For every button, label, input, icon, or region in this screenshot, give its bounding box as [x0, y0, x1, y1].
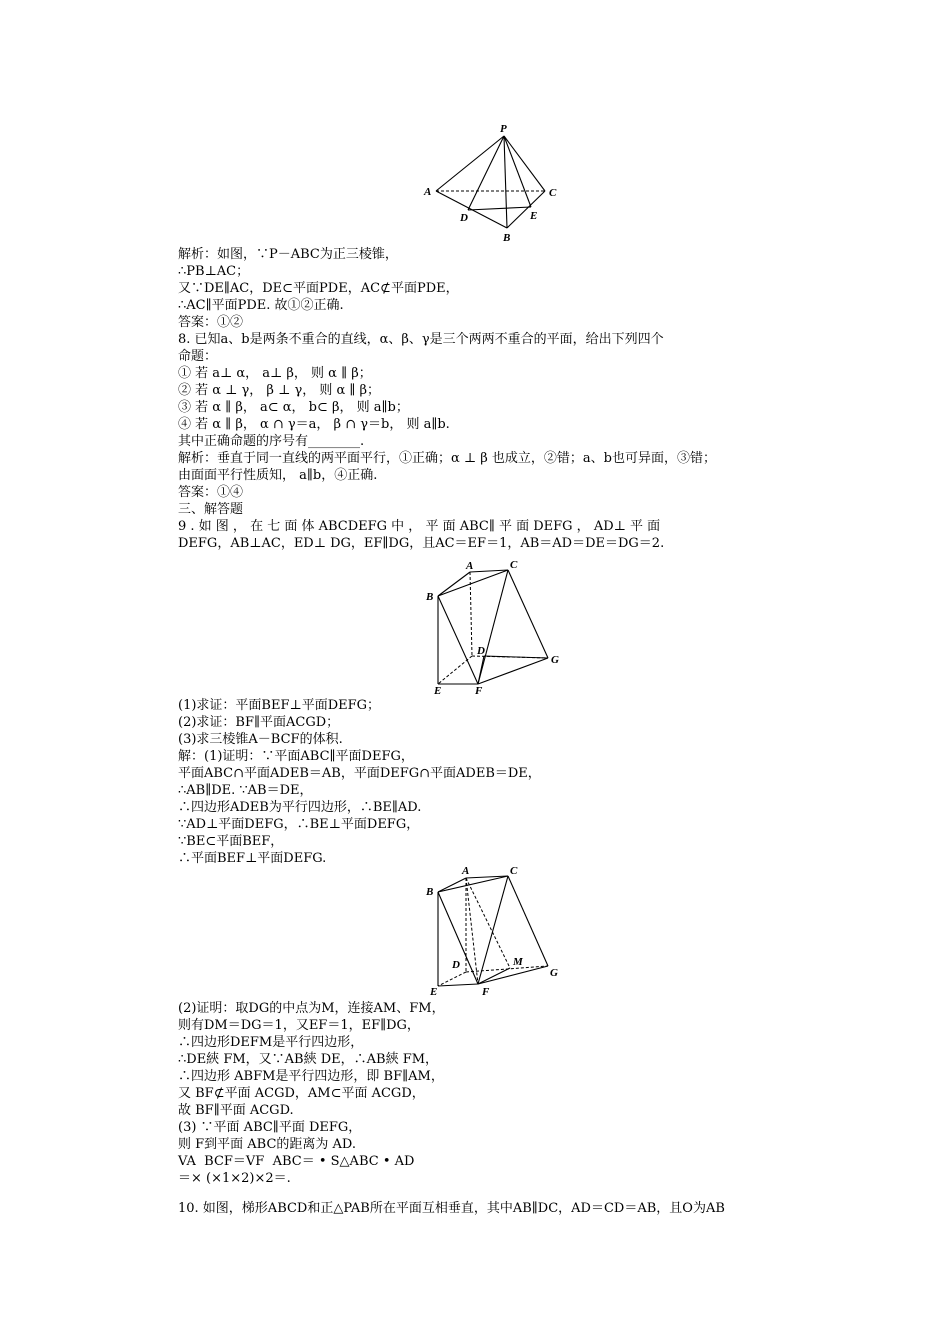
- text-line: 答案：①②: [178, 315, 244, 330]
- text-line: VA BCF＝VF ABC＝ • S△ABC • AD: [178, 1154, 415, 1169]
- text-line: (2)证明：取DG的中点为M，连接AM、FM，: [178, 1001, 445, 1016]
- text-line: (2)求证：BF∥平面ACGD；: [178, 715, 340, 730]
- label-D: D: [452, 959, 460, 971]
- text-line: 解析：如图，∵P－ABC为正三棱锥，: [178, 247, 398, 262]
- pyramid-edges: [436, 136, 545, 228]
- heptahedron-edges: [438, 570, 548, 684]
- text-block-2: [178, 697, 818, 867]
- text-line: 则有DM＝DG＝1，又EF＝1，EF∥DG，: [178, 1018, 420, 1033]
- text-line: ∴四边形 ABFM是平行四边形，即 BF∥AM，: [178, 1069, 444, 1084]
- label-G: G: [551, 654, 559, 666]
- text-line: ∴平面BEF⊥平面DEFG.: [178, 851, 327, 866]
- text-line: ∴AC∥平面PDE. 故①②正确.: [178, 298, 344, 313]
- text-line: (1)求证：平面BEF⊥平面DEFG；: [178, 698, 381, 713]
- text-line: ③ 若 α ∥ β， a⊂ α， b⊂ β， 则 a∥b；: [178, 400, 409, 415]
- text-line: 其中正确命题的序号有________.: [178, 434, 365, 449]
- text-line: 解析：垂直于同一直线的两平面平行，①正确；α ⊥ β 也成立，②错；a、b也可异面，③错；: [178, 451, 716, 466]
- text-line: 8. 已知a、b是两条不重合的直线，α、β、γ是三个两两不重合的平面，给出下列四个: [178, 332, 664, 347]
- text-line: 由面面平行性质知， a∥b，④正确.: [178, 468, 378, 483]
- text-line: 则 F到平面 ABC的距离为 AD.: [178, 1137, 357, 1152]
- text-line: DEFG，AB⊥AC，ED⊥ DG，EF∥DG，且AC＝EF＝1，AB＝AD＝DE＝DG＝2.: [178, 536, 665, 551]
- text-line: 故 BF∥平面 ACGD.: [178, 1103, 294, 1118]
- text-line: 9 . 如 图 ， 在 七 面 体 ABCDEFG 中 ， 平 面 ABC∥ 平 面 DEFG ， AD⊥ 平 面: [178, 519, 661, 534]
- text-line: (3)求三棱锥A－BCF的体积.: [178, 732, 343, 747]
- text-line: ∵AD⊥平面DEFG，∴BE⊥平面DEFG，: [178, 817, 420, 832]
- label-M: M: [513, 956, 523, 968]
- label-G: G: [550, 967, 558, 979]
- text-line: ④ 若 α ∥ β， α ∩ γ＝a， β ∩ γ＝b， 则 a∥b.: [178, 417, 450, 432]
- label-F: F: [475, 685, 483, 697]
- label-E: E: [530, 210, 538, 222]
- text-line: 10. 如图，梯形ABCD和正△PAB所在平面互相垂直，其中AB∥DC，AD＝CD＝AB，且O为AB: [178, 1201, 725, 1216]
- text-block-4: [178, 1200, 818, 1217]
- text-block-3: [178, 1000, 818, 1187]
- label-C: C: [510, 559, 518, 571]
- label-B: B: [503, 232, 511, 244]
- text-line: 又∵DE∥AC，DE⊂平面PDE，AC⊄平面PDE，: [178, 281, 459, 296]
- text-line: ＝× (×1×2)×2＝.: [178, 1171, 291, 1186]
- text-line: 答案：①④: [178, 485, 244, 500]
- heptahedron-figure: [420, 560, 570, 695]
- pyramid-figure: [420, 118, 570, 248]
- text-line: ∴四边形DEFM是平行四边形，: [178, 1035, 364, 1050]
- text-line: (3) ∵平面 ABC∥平面 DEFG，: [178, 1120, 362, 1135]
- label-F: F: [482, 986, 490, 998]
- label-A: A: [424, 186, 432, 198]
- label-B: B: [426, 591, 434, 603]
- label-E: E: [430, 986, 438, 998]
- text-line: 命题：: [178, 349, 218, 364]
- label-D: D: [477, 645, 485, 657]
- label-D: D: [460, 212, 468, 224]
- text-line: ∵BE⊂平面BEF，: [178, 834, 284, 849]
- text-line: ② 若 α ⊥ γ， β ⊥ γ， 则 α ∥ β；: [178, 383, 381, 398]
- text-line: 解：(1)证明：∵平面ABC∥平面DEFG，: [178, 749, 414, 764]
- text-line: 三、解答题: [178, 502, 244, 517]
- label-A: A: [466, 560, 474, 572]
- label-P: P: [500, 123, 507, 135]
- label-A: A: [462, 865, 470, 877]
- text-line: 平面ABC∩平面ADEB＝AB，平面DEFG∩平面ADEB＝DE，: [178, 766, 541, 781]
- text-line: ① 若 a⊥ α， a⊥ β， 则 α ∥ β；: [178, 366, 372, 381]
- label-B: B: [426, 886, 434, 898]
- text-block-1: [178, 246, 818, 552]
- text-line: ∴PB⊥AC；: [178, 264, 250, 279]
- label-C: C: [510, 865, 518, 877]
- text-line: ∴AB∥DE. ∵AB＝DE，: [178, 783, 313, 798]
- label-C: C: [549, 187, 557, 199]
- heptahedron-midpoint-figure: [420, 862, 570, 997]
- text-line: ∴四边形ADEB为平行四边形，∴BE∥AD.: [178, 800, 422, 815]
- text-line: ∴DE綊 FM，又∵AB綊 DE，∴AB綊 FM，: [178, 1052, 439, 1067]
- label-E: E: [434, 685, 442, 697]
- text-line: 又 BF⊄平面 ACGD，AM⊂平面 ACGD，: [178, 1086, 425, 1101]
